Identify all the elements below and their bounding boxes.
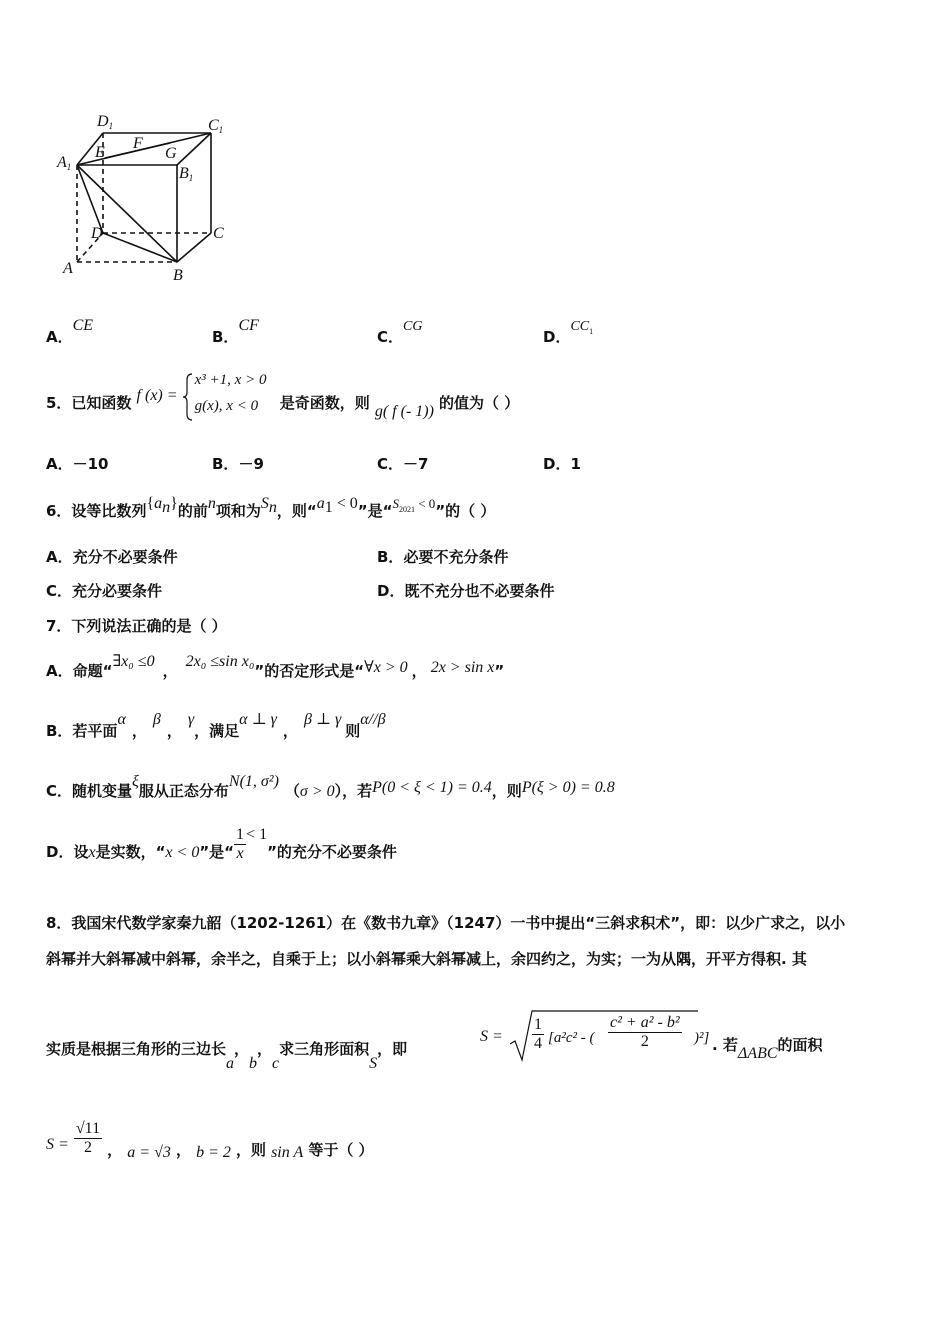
label-a1: A1 [57,154,72,172]
q4-option-a[interactable]: A．CE [46,317,94,346]
q8-line-1: 8．我国宋代数学家秦九韶（1202-1261）在《数书九章》（1247）一书中提出“三斜求积术”，即：以少广求之，以小 [46,914,846,932]
heron-formula: S = $\frac{1}{4}$ [a²c² - ( $\frac{\text{c² + a² - b²}}{2}$ )²] [480,1008,720,1064]
q5-stem: 5．已知函数 f (x) = x³ +1, x > 0 g(x), x < 0 是奇函数，则 g( f (- 1)) 的值为（ ） [46,372,519,426]
label-c1: C1 [208,117,224,135]
diag-a1-b [77,165,177,262]
fraction-sqrt11-over-2: $\frac{√11}{2}$ [75,1120,101,1156]
piecewise-case-2: g(x), x < 0 [194,398,259,414]
q5-option-b[interactable]: B．－9 [212,455,264,473]
q6-option-c[interactable]: C．充分必要条件 [46,582,163,600]
label-b1: B1 [179,165,194,183]
q5-option-d[interactable]: D．1 [543,455,581,473]
cube-figure [55,110,245,290]
q7-stem: 7．下列说法正确的是（ ） [46,617,227,635]
q6-option-a[interactable]: A．充分不必要条件 [46,548,178,566]
q7-option-d[interactable]: D．设x是实数，“x < 0”是“ $\frac{1}{x}$ < 1”的充分不必要条件 [46,826,397,862]
diag-d-b [103,233,177,262]
label-a: A [63,260,73,277]
q7-option-c[interactable]: C．随机变量ξ服从正态分布N(1, σ²)（σ > 0），若P(0 < ξ < 1) = 0.4，则P(ξ > 0) = 0.8 [46,773,615,800]
q7-option-b[interactable]: B．若平面α，β，γ，满足α ⊥ γ，β ⊥ γ则α//β [46,711,386,740]
q4-option-c[interactable]: C．CG [377,319,423,346]
q5-option-c[interactable]: C．－7 [377,455,429,473]
fraction-1-over-x: $\frac{1}{x}$ [236,826,245,862]
q6-stem: 6．设等比数列$\{a_n\}$的前n项和为$S_n$，则“$a_1 < 0$”是“$S_{2021} < 0$”的（ ） [46,495,496,520]
label-e: E [95,144,105,161]
piecewise-case-1: x³ +1, x > 0 [194,372,267,388]
q8-line-3-end: . 若ΔABC的面积 [712,1036,823,1062]
label-c: C [213,225,224,242]
q4-option-d[interactable]: D．$CC_1$ [543,319,594,346]
q6-option-b[interactable]: B．必要不充分条件 [377,548,509,566]
piecewise-brace [183,372,275,422]
q7-option-a[interactable]: A．命题“∃x₀ ≤0，2x₀ ≤sin x₀”的否定形式是“∀x > 0 ， 2x > sin x” [46,653,505,680]
label-d: D [91,225,103,242]
label-b: B [173,267,183,284]
edge-b-c [177,233,211,262]
q8-line-2: 斜幂并大斜幂减中斜幂，余半之，自乘于上；以小斜幂乘大斜幂减上，余四约之，为实；一为从隅，开平方得积. 其 [46,950,807,968]
q5-option-a[interactable]: A．－10 [46,455,109,473]
q8-line-4: S = $\frac{√11}{2}$ ， a = √3 ， b = 2 ，则 sin A 等于（ ） [46,1120,374,1161]
label-f: F [133,135,143,152]
label-g: G [165,145,177,162]
label-d1: D1 [97,113,114,131]
q6-option-d[interactable]: D．既不充分也不必要条件 [377,582,555,600]
q8-line-3: 实质是根据三角形的三边长a，b，c求三角形面积S，即 [46,1040,408,1072]
diag-a1-d [77,165,103,233]
q4-option-b[interactable]: B．CF [212,317,259,346]
